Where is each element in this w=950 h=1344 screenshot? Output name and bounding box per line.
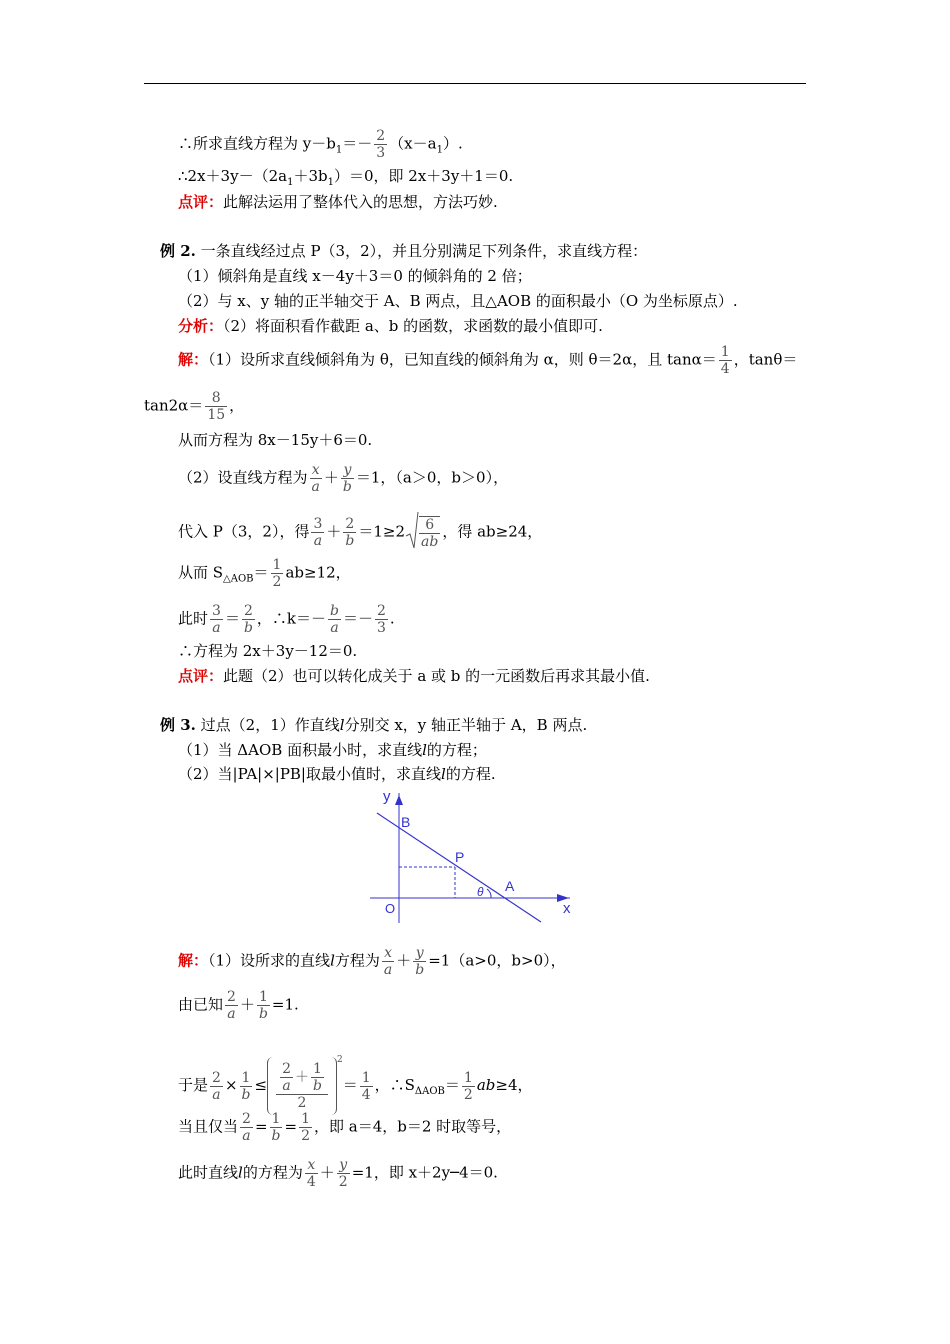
solution-line [178,641,357,661]
text: 分别交 x，y 轴正半轴于 A，B 两点. [344,716,588,734]
fraction [257,989,270,1022]
numerator: 1 [361,1069,371,1086]
denominator: a [212,1086,221,1103]
numerator: 3 [212,603,221,619]
sqrt-symbol [405,510,419,555]
text: ＝－ [342,609,373,628]
comment-line [178,192,498,212]
label-y: y [383,788,391,805]
line-symbol: l [339,716,345,734]
coordinate-diagram [365,785,580,925]
text: 于是 [178,1076,209,1094]
text: × [224,1076,238,1094]
text: 的方程； [426,741,487,759]
text: ，∴S [374,1076,415,1094]
squared-group [267,1057,337,1115]
solution-line [178,945,566,978]
solution-line [178,1111,511,1144]
text: （2）设直线方程为 [178,468,308,487]
subscript: 1 [436,144,443,156]
subscript: ΔAOB [414,1086,445,1097]
label-theta: θ [477,885,484,899]
fraction [311,516,324,549]
condition-2 [178,764,496,784]
denominator: b [243,620,253,636]
numerator: y [413,945,426,962]
numerator: 1 [463,1069,473,1086]
example-3-heading [160,715,587,735]
text: 从而 S [178,563,224,582]
text: ∴所求直线方程为 y－b [178,134,336,153]
solution-line [178,1050,533,1115]
text: ＝1，（a＞0，b＞0）， [355,468,509,487]
line-symbol: l [422,741,427,759]
denominator: b [345,533,355,549]
fraction [343,516,356,549]
numerator: x [382,945,394,962]
fraction [270,1111,283,1144]
text: （1）当 ΔAOB 面积最小时，求直线 [178,741,423,759]
numerator: 1 [311,1061,324,1078]
text: ，即 a＝4，b＝2 时取等号， [313,1117,512,1136]
text: 的方程. [445,765,496,783]
label-p: P [455,849,465,865]
text: ＝ [253,563,269,582]
denominator: b [271,1128,281,1144]
text: 由已知 [178,995,224,1014]
text: ＋ [239,995,255,1014]
line-symbol: l [441,765,446,783]
fraction [280,1061,293,1094]
text: ab [476,1076,496,1094]
text: ＋ [294,1069,309,1086]
denominator: b [241,1086,251,1103]
text: ∴方程为 2x＋3y－12＝0. [178,642,358,660]
label-o: O [385,901,396,916]
denominator: a [282,1078,291,1094]
line-symbol: l [330,951,335,970]
denominator: 2 [301,1128,310,1144]
numerator: b [330,603,339,619]
condition-1 [178,740,487,760]
fraction [305,1157,318,1190]
numerator: 6 [419,517,440,534]
fraction [310,462,322,495]
text: ＝－ [342,134,373,153]
example-2-heading [160,241,647,261]
text: ， [229,396,245,415]
text: 此解法运用了整体代入的思想，方法巧妙. [223,193,498,211]
denominator: 2 [272,574,282,590]
numerator: 2 [377,603,386,619]
denominator: 4 [306,1174,316,1190]
fraction [205,390,227,423]
denominator: a [383,962,393,978]
numerator: 1 [720,344,730,360]
numerator: 2 [242,1111,251,1127]
y-arrow-icon [395,795,403,805]
text: （1）设所求的直线 [208,951,331,970]
text: = [254,1117,268,1136]
text: 此时直线 [178,1163,239,1182]
denominator: 2 [338,1174,348,1190]
label-a: A [505,878,515,894]
fraction [225,989,238,1022]
text: （2）将面积看作截距 a、b 的函数，求函数的最小值即可. [223,317,603,335]
fraction [360,1070,373,1103]
angle-arc [487,889,491,898]
fraction [337,1157,350,1190]
text: 代入 P（3，2），得 [178,522,310,541]
denominator: ab [421,533,439,550]
text: 一条直线经过点 P（3，2），并且分别满足下列条件，求直线方程： [200,242,648,260]
denominator: 4 [361,1086,371,1103]
label-b: B [401,814,411,830]
comment-line [178,666,650,686]
text: ＝ [444,1076,460,1094]
text: ，得 ab≥24， [442,522,543,541]
fraction [311,1061,324,1094]
fraction [240,1070,253,1103]
text: 此题（2）也可以转化成关于 a 或 b 的一元函数后再求其最小值. [223,667,650,685]
text: ＝ [342,1076,358,1094]
text: tan2α＝ [144,396,204,415]
text: 当且仅当 [178,1117,239,1136]
denominator: 15 [207,407,226,423]
text: 过点（2，1）作直线 [200,716,340,734]
text: （2）当|PA|×|PB|取最小值时，求直线 [178,765,441,783]
fraction [341,462,354,495]
solution-line [178,989,299,1022]
fraction [419,516,440,550]
condition-1 [178,266,532,286]
numerator: y [337,1157,350,1174]
analysis-line [178,316,603,336]
numerator: 2 [242,603,255,620]
equation-line [178,128,463,161]
denominator: a [227,1006,236,1022]
solution-line [178,430,372,450]
numerator: 2 [282,1061,291,1077]
denominator: 3 [377,620,386,636]
analysis-tag: 分析： [178,317,224,335]
text: ＝1≥2 [358,522,406,541]
text: ab≥12， [285,563,351,582]
subscript: 1 [335,144,343,156]
fraction [719,344,732,377]
text: ，tanθ＝ [733,350,798,369]
numerator: 8 [205,390,227,407]
denominator: a [313,533,323,549]
text: （1）倾斜角是直线 x－4y＋3＝0 的倾斜角的 2 倍； [178,267,532,285]
numerator: 2 [212,1069,221,1086]
text: ＋ [396,951,412,970]
text: =1（a>0，b>0）， [428,951,566,970]
solution-tag: 解： [178,350,209,369]
label-x: x [563,900,571,917]
denominator: a [330,620,339,636]
fraction [374,128,387,161]
subscript: 1 [327,177,334,188]
text: 的方程为 [242,1163,303,1182]
condition-2 [178,291,738,311]
fraction [328,603,341,636]
numerator: 1 [272,557,282,573]
fraction [242,603,255,636]
fraction [375,603,388,636]
header-rule [144,83,806,84]
text: ）＝0，即 2x＋3y＋1＝0. [333,167,514,185]
line-symbol: l [238,1163,243,1182]
numerator: 2 [376,128,386,144]
text: （x－a [389,134,437,153]
denominator: b [312,1078,322,1094]
comment-tag: 点评： [178,193,224,211]
fraction [413,945,426,978]
text: ＋ [319,1163,335,1182]
fraction [210,603,223,636]
fraction [210,1070,223,1103]
denominator: 3 [376,145,386,161]
example-title: 例 2. [160,242,196,260]
denominator: a [242,1128,251,1144]
solution-line [178,557,351,590]
denominator: a [311,479,320,495]
text: ≤ [254,1076,268,1094]
numerator: 2 [227,989,236,1005]
denominator: 2 [463,1086,473,1103]
text: = [284,1117,298,1136]
denominator: b [415,962,425,978]
numerator: x [310,462,322,479]
text: ＋3b [293,167,328,185]
denominator: 4 [720,361,730,377]
denominator: b [258,1006,268,1022]
text: ≥4， [495,1076,533,1094]
equation-line [178,166,513,193]
text: . [389,609,395,628]
solution-line [178,603,395,636]
subscript: △AOB [223,573,254,585]
numerator [276,1061,328,1095]
denominator: a [212,620,221,636]
numerator: 1 [257,989,270,1006]
example-title: 例 3. [160,716,196,734]
subscript: 1 [287,177,294,188]
solution-tag: 解： [178,951,209,970]
solution-line [178,344,797,377]
solution-line [178,510,542,555]
text: ）. [442,134,463,153]
text: ∴2x＋3y－（2a [178,167,288,185]
text: =1，即 x＋2y─4＝0. [351,1163,498,1182]
solution-line [178,1157,498,1190]
text: 此时 [178,609,209,628]
text: （2）与 x、y 轴的正半轴交于 A、B 两点，且△AOB 的面积最小（O 为坐标原点）. [178,292,738,310]
denominator: b [342,479,352,495]
text: 从而方程为 8x－15y＋6＝0. [178,431,373,449]
text: （1）设所求直线倾斜角为 θ，已知直线的倾斜角为 α，则 θ＝2α，且 tanα＝ [208,350,717,369]
numerator: 1 [270,1111,283,1128]
fraction [271,557,284,590]
denominator: 2 [297,1095,307,1111]
numerator: y [341,462,354,479]
numerator: 3 [313,516,323,532]
numerator: 2 [343,516,356,533]
fraction [276,1061,328,1111]
comment-tag: 点评： [178,667,224,685]
text: 方程为 [334,951,380,970]
text: ＝ [224,609,240,628]
solution-line [144,390,244,423]
fraction [382,945,394,978]
numerator: 1 [240,1070,253,1087]
text: ，∴k＝－ [256,609,327,628]
text: =1. [271,995,299,1014]
radical-icon [405,510,419,550]
exponent: 2 [336,1055,343,1065]
fraction [240,1111,253,1144]
text: ＋ [323,468,339,487]
fraction [462,1070,475,1103]
numerator: x [305,1157,318,1174]
solution-line [178,462,508,495]
text: ＋ [326,522,342,541]
numerator: 1 [301,1111,310,1127]
fraction [299,1111,312,1144]
